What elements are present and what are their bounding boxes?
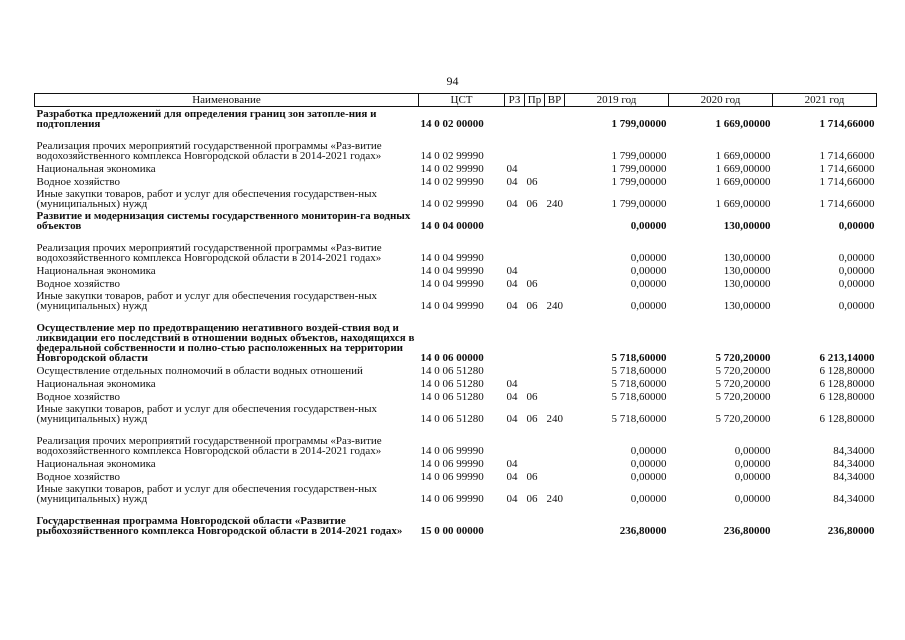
row-rz: 04 — [506, 265, 518, 277]
row-name: Иные закупки товаров, работ и услуг для обеспечения государствен-ных (муниципальных) нужд — [36, 188, 378, 210]
row-name: Национальная экономика — [36, 458, 156, 470]
row-pr — [525, 311, 545, 363]
row-2019: 0,00000 — [630, 493, 667, 505]
row-2019: 0,00000 — [630, 300, 667, 312]
row-cst: 14 0 02 99990 — [420, 150, 484, 162]
row-2020: 0,00000 — [734, 458, 771, 470]
row-rz: 04 — [506, 198, 518, 210]
row-vr — [545, 469, 565, 482]
row-2021: 0,00000 — [838, 300, 875, 312]
row-vr: 240 — [546, 300, 563, 312]
table-row — [35, 276, 877, 289]
table-row — [35, 311, 877, 363]
row-name: Национальная экономика — [36, 265, 156, 277]
row-cst: 14 0 04 99990 — [420, 300, 484, 312]
row-pr — [525, 376, 545, 389]
header-vr: ВР — [545, 94, 565, 107]
table-row — [35, 209, 877, 231]
row-rz — [505, 363, 525, 376]
row-2020: 236,80000 — [723, 525, 771, 537]
row-2019: 5 718,60000 — [611, 413, 667, 425]
row-cst: 14 0 06 00000 — [420, 352, 484, 364]
table-row — [35, 402, 877, 424]
row-2020: 130,00000 — [723, 252, 771, 264]
row-name: Иные закупки товаров, работ и услуг для обеспечения государствен-ных (муниципальных) нужд — [36, 483, 378, 505]
row-2019: 236,80000 — [619, 525, 667, 537]
row-name: Иные закупки товаров, работ и услуг для обеспечения государствен-ных (муниципальных) нужд — [36, 290, 378, 312]
header-2019: 2019 год — [565, 94, 669, 107]
budget-table — [34, 93, 877, 536]
row-rz — [505, 231, 525, 263]
table-row — [35, 174, 877, 187]
row-cst: 14 0 06 51280 — [420, 378, 484, 390]
row-2021: 84,34000 — [833, 458, 875, 470]
row-2021: 6 128,80000 — [819, 391, 875, 403]
row-2020: 5 720,20000 — [715, 391, 771, 403]
row-2021: 0,00000 — [838, 220, 875, 232]
row-pr: 06 — [526, 198, 538, 210]
row-pr — [525, 456, 545, 469]
row-2019: 0,00000 — [630, 445, 667, 457]
table-row — [35, 469, 877, 482]
row-pr — [525, 263, 545, 276]
row-vr — [545, 363, 565, 376]
row-rz: 04 — [506, 163, 518, 175]
header-pr: Пр — [525, 94, 545, 107]
header-2020: 2020 год — [669, 94, 773, 107]
row-cst: 15 0 00 00000 — [420, 525, 484, 537]
row-cst: 14 0 04 99990 — [420, 252, 484, 264]
row-cst: 14 0 06 99990 — [420, 445, 484, 457]
row-2019: 0,00000 — [630, 458, 667, 470]
row-pr: 06 — [526, 300, 538, 312]
table-row — [35, 504, 877, 536]
row-2020: 1 669,00000 — [715, 118, 771, 130]
row-cst: 14 0 02 99990 — [420, 176, 484, 188]
row-name: Осуществление отдельных полномочий в области водных отношений — [36, 365, 363, 377]
row-2021: 1 714,66000 — [819, 163, 875, 175]
row-vr — [545, 263, 565, 276]
row-name: Реализация прочих мероприятий государственной программы «Раз-витие водохозяйственного комплекса Новгородской области в 2014-2021 годах» — [36, 242, 382, 264]
row-2020: 0,00000 — [734, 493, 771, 505]
row-cst: 14 0 04 99990 — [420, 265, 484, 277]
row-2019: 1 799,00000 — [611, 118, 667, 130]
row-cst: 14 0 06 99990 — [420, 458, 484, 470]
row-pr — [525, 129, 545, 161]
row-vr — [545, 129, 565, 161]
row-2019: 5 718,60000 — [611, 378, 667, 390]
row-2019: 5 718,60000 — [611, 352, 667, 364]
row-cst: 14 0 06 99990 — [420, 493, 484, 505]
header-rz: РЗ — [505, 94, 525, 107]
row-vr — [545, 161, 565, 174]
table-row — [35, 363, 877, 376]
row-name: Национальная экономика — [36, 378, 156, 390]
page-number: 94 — [446, 74, 459, 88]
row-rz — [505, 504, 525, 536]
row-2019: 5 718,60000 — [611, 365, 667, 377]
row-rz: 04 — [506, 391, 518, 403]
row-2020: 5 720,20000 — [715, 365, 771, 377]
row-vr — [545, 174, 565, 187]
table-row — [35, 107, 877, 130]
row-name: Реализация прочих мероприятий государственной программы «Раз-витие водохозяйственного комплекса Новгородской области в 2014-2021 годах» — [36, 140, 382, 162]
row-rz: 04 — [506, 300, 518, 312]
row-2020: 130,00000 — [723, 300, 771, 312]
table-row — [35, 231, 877, 263]
row-2019: 0,00000 — [630, 252, 667, 264]
row-2021: 0,00000 — [838, 252, 875, 264]
row-2020: 130,00000 — [723, 220, 771, 232]
row-vr — [545, 276, 565, 289]
row-pr: 06 — [526, 391, 538, 403]
table-row — [35, 456, 877, 469]
row-rz: 04 — [506, 278, 518, 290]
row-2019: 5 718,60000 — [611, 391, 667, 403]
row-vr — [545, 424, 565, 456]
row-2021: 6 128,80000 — [819, 413, 875, 425]
row-2019: 0,00000 — [630, 265, 667, 277]
row-vr — [545, 376, 565, 389]
row-2020: 1 669,00000 — [715, 198, 771, 210]
row-2020: 130,00000 — [723, 278, 771, 290]
row-2019: 1 799,00000 — [611, 198, 667, 210]
row-vr — [545, 311, 565, 363]
row-cst: 14 0 06 51280 — [420, 365, 484, 377]
row-vr — [545, 231, 565, 263]
row-2021: 84,34000 — [833, 471, 875, 483]
row-pr — [525, 161, 545, 174]
row-pr — [525, 504, 545, 536]
header-2021: 2021 год — [773, 94, 877, 107]
row-2021: 1 714,66000 — [819, 118, 875, 130]
row-rz: 04 — [506, 493, 518, 505]
row-pr — [525, 107, 545, 130]
row-name: Государственная программа Новгородской области «Развитие рыбохозяйственного комплекса Новгородской области в 2014-2021 годах» — [36, 515, 403, 537]
row-2021: 6 213,14000 — [819, 352, 875, 364]
row-name: Водное хозяйство — [36, 471, 120, 483]
row-rz: 04 — [506, 471, 518, 483]
header-name: Наименование — [35, 94, 419, 107]
row-2021: 1 714,66000 — [819, 150, 875, 162]
row-rz: 04 — [506, 413, 518, 425]
row-pr: 06 — [526, 471, 538, 483]
row-rz: 04 — [506, 378, 518, 390]
row-2020: 5 720,20000 — [715, 413, 771, 425]
row-pr — [525, 363, 545, 376]
row-cst: 14 0 02 99990 — [420, 198, 484, 210]
row-2021: 6 128,80000 — [819, 365, 875, 377]
row-name: Водное хозяйство — [36, 176, 120, 188]
row-pr: 06 — [526, 278, 538, 290]
table-header — [35, 94, 877, 107]
row-2021: 236,80000 — [827, 525, 875, 537]
row-2021: 84,34000 — [833, 445, 875, 457]
table-row — [35, 389, 877, 402]
row-name: Разработка предложений для определения границ зон затопле-ния и подтопления — [36, 108, 377, 130]
row-rz — [505, 107, 525, 130]
row-vr — [545, 504, 565, 536]
table-body — [35, 107, 877, 537]
row-2020: 0,00000 — [734, 471, 771, 483]
row-2020: 1 669,00000 — [715, 163, 771, 175]
row-cst: 14 0 02 99990 — [420, 163, 484, 175]
row-pr: 06 — [526, 413, 538, 425]
table-row — [35, 424, 877, 456]
row-2021: 1 714,66000 — [819, 176, 875, 188]
header-row — [35, 94, 877, 107]
row-2021: 6 128,80000 — [819, 378, 875, 390]
row-vr: 240 — [546, 198, 563, 210]
row-cst: 14 0 06 51280 — [420, 413, 484, 425]
row-pr: 06 — [526, 176, 538, 188]
row-vr — [545, 107, 565, 130]
row-2019: 1 799,00000 — [611, 150, 667, 162]
row-rz — [505, 129, 525, 161]
row-rz — [505, 311, 525, 363]
row-name: Иные закупки товаров, работ и услуг для обеспечения государствен-ных (муниципальных) нужд — [36, 403, 378, 425]
row-vr — [545, 389, 565, 402]
row-pr — [525, 231, 545, 263]
table-row — [35, 482, 877, 504]
row-2020: 0,00000 — [734, 445, 771, 457]
row-vr: 240 — [546, 413, 563, 425]
row-2020: 1 669,00000 — [715, 176, 771, 188]
row-2020: 5 720,20000 — [715, 378, 771, 390]
row-name: Развитие и модернизация системы государственного мониторин-га водных объектов — [36, 210, 411, 232]
row-rz: 04 — [506, 176, 518, 188]
row-2021: 1 714,66000 — [819, 198, 875, 210]
row-name: Осуществление мер по предотвращению негативного воздей-ствия вод и ликвидации его последствий в отношении водных объектов, находящихся в федеральной собственности и полно-стью расположенных на территории Новгородской области — [36, 322, 415, 364]
row-rz — [505, 209, 525, 231]
row-cst: 14 0 04 99990 — [420, 278, 484, 290]
row-2021: 0,00000 — [838, 278, 875, 290]
row-name: Водное хозяйство — [36, 391, 120, 403]
header-cst: ЦСТ — [419, 94, 505, 107]
row-vr — [545, 456, 565, 469]
row-cst: 14 0 04 00000 — [420, 220, 484, 232]
row-vr: 240 — [546, 493, 563, 505]
row-2020: 130,00000 — [723, 265, 771, 277]
row-2019: 0,00000 — [630, 471, 667, 483]
table-row — [35, 129, 877, 161]
row-name: Водное хозяйство — [36, 278, 120, 290]
row-2019: 1 799,00000 — [611, 163, 667, 175]
row-2021: 0,00000 — [838, 265, 875, 277]
row-vr — [545, 209, 565, 231]
row-pr: 06 — [526, 493, 538, 505]
row-name: Реализация прочих мероприятий государственной программы «Раз-витие водохозяйственного комплекса Новгородской области в 2014-2021 годах» — [36, 435, 382, 457]
table-row — [35, 289, 877, 311]
table-row — [35, 187, 877, 209]
row-name: Национальная экономика — [36, 163, 156, 175]
row-2019: 1 799,00000 — [611, 176, 667, 188]
row-cst: 14 0 02 00000 — [420, 118, 484, 130]
table-row — [35, 263, 877, 276]
table-row — [35, 161, 877, 174]
row-2020: 1 669,00000 — [715, 150, 771, 162]
row-2019: 0,00000 — [630, 278, 667, 290]
table-row — [35, 376, 877, 389]
row-pr — [525, 209, 545, 231]
row-2021: 84,34000 — [833, 493, 875, 505]
row-rz — [505, 424, 525, 456]
row-cst: 14 0 06 99990 — [420, 471, 484, 483]
row-2020: 5 720,20000 — [715, 352, 771, 364]
row-rz: 04 — [506, 458, 518, 470]
row-cst: 14 0 06 51280 — [420, 391, 484, 403]
row-pr — [525, 424, 545, 456]
row-2019: 0,00000 — [630, 220, 667, 232]
